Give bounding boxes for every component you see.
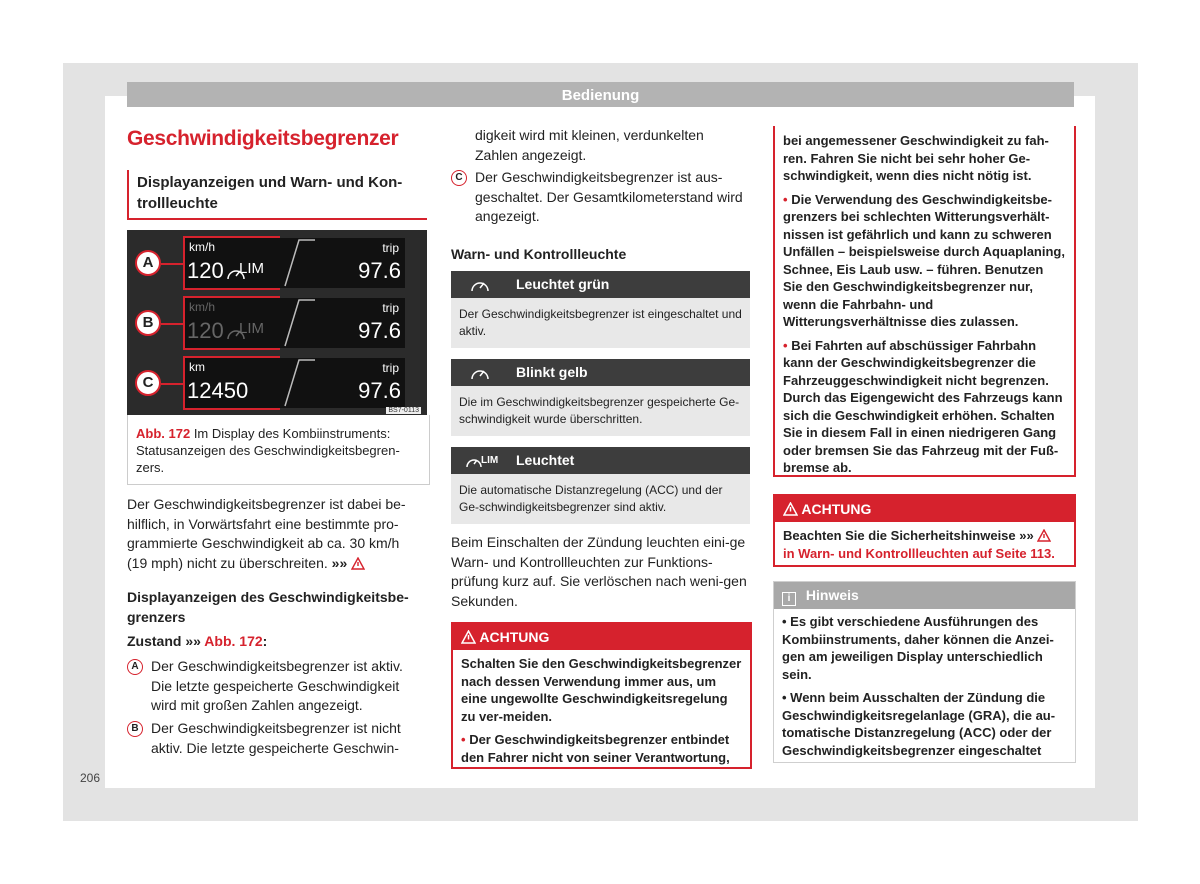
light-description: Die automatische Distanzregelung (ACC) und der Ge-schwindigkeitsbegrenzer sind aktiv. [451,474,750,524]
display-row-b [127,296,427,354]
warning-bullet: • Die Verwendung des Geschwindigkeitsbe-grenzers bei schlechten Witterungsverhält-nissen ist gefährlich und kann zu schweren Unfällen – beispielsweise durch Aquaplaning, Schnee, Eis Laub usw. – führen. Benutzen Sie den Geschwindigkeitsbegrenzer nur, wenn die Fahrbahn- und Witterungsverhältnisse dies zulassen. [783,191,1065,329]
warn-heading: Warn- und Kontrollleuchte [451,246,627,262]
ignition-paragraph: Beim Einschalten der Zündung leuchten eini-ge Warn- und Kontrollleuchten zur Funktions-prüfung kurz auf. Sie verlöschen nach weni-gen Sekunden. [451,534,747,609]
light-title: Leuchtet grün [516,276,610,292]
state-marker: »» [185,633,201,649]
warning-header [775,496,1074,522]
intro-paragraph [127,495,422,573]
speedometer-icon [225,264,247,282]
item-b-text: Der Geschwindigkeitsbegrenzer ist nicht aktiv. Die letzte gespeicherte Geschwin- [151,720,401,756]
label-b-marker: B [135,310,161,336]
item-c-marker: C [451,170,467,186]
note-bullet-text: Es gibt verschiedene Ausführungen des Kombiinstruments, daher können die Anzei-gen am jeweiligen Display unterschiedlich sein. [782,614,1054,682]
display-row-a [127,236,427,294]
list-item [127,657,422,716]
speed-panel [183,236,280,290]
warning-box [451,622,752,769]
warning-box-2 [773,494,1076,567]
unit-label: km/h [189,240,216,254]
light-description: Die im Geschwindigkeitsbegrenzer gespeicherte Ge-schwindigkeit wurde überschritten. [451,386,750,436]
speedometer-icon [469,364,491,382]
item-c-text: Der Geschwindigkeitsbegrenzer ist aus-geschaltet. Der Gesamtkilometerstand wird angezeigt. [475,169,743,224]
section-title: Displayanzeigen und Warn- und Kon- trollleuchte [127,170,427,220]
trip-label: trip [382,361,399,375]
warning-title: ACHTUNG [479,629,550,645]
warning-title: ACHTUNG [801,501,872,517]
intro-text: Der Geschwindigkeitsbegrenzer ist dabei be-hilflich, in Vorwärtsfahrt eine bestimmte pro-grammierte Geschwindigkeit ab ca. 30 km/h (19 mph) nicht zu überschreiten. [127,496,406,571]
odometer-panel [183,356,280,410]
warning-text: Beachten Sie die Sicherheitshinweise [783,528,1016,543]
warning-triangle-icon [783,502,798,516]
state-ref-link[interactable]: Abb. 172 [204,633,263,649]
decor-stroke [277,238,317,288]
speedometer-icon [225,324,247,342]
note-box [773,581,1076,763]
figure-caption [127,415,430,485]
chapter-header: Bedienung [127,82,1074,107]
warning-header [453,624,750,650]
connector-line [161,323,183,325]
light-title: Leuchtet [516,452,575,468]
note-bullet: • Es gibt verschiedene Ausführungen des Kombiinstruments, daher können die Anzei-gen am jeweiligen Display unterschiedlich sein. [782,614,1054,682]
light-title: Blinkt gelb [516,364,588,380]
list-item [451,168,746,227]
decor-stroke [277,358,317,408]
warning-marker: »» [1019,528,1034,543]
trip-value: 97.6 [358,378,401,403]
warning-bullet-text: Bei Fahrten auf abschüssiger Fahrbahn kann der Geschwindigkeitsbegrenzer die Fahrzeuggeschwindigkeit nicht begrenzen. Durch das Eigengewicht des Fahrzeugs kann sich die Geschwindigkeit erhöhen. Schalten Sie in diesem Fall in einen niedrigeren Gang oder bremsen Sie das Fahrzeug mit der Fuß-bremse ab. [783,337,1063,475]
warning-bullet-text: Der Geschwindigkeitsbegrenzer entbindet den Fahrer nicht von seiner Verantwortung, [461,732,730,765]
note-bullet: • Wenn beim Ausschalten der Zündung die Geschwindigkeitsregelanlage (GRA), die au-tomatische Distanzregelung (ACC) oder der Geschwindigkeitsbegrenzer eingeschaltet [782,690,1056,758]
item-a-text: Der Geschwindigkeitsbegrenzer ist aktiv. Die letzte gespeicherte Geschwindigkeit wird mit großen Zahlen angezeigt. [151,658,403,713]
continue-marker: »» [331,554,348,571]
state-label: Zustand [127,633,182,649]
label-a-marker: A [135,250,161,276]
trip-value: 97.6 [358,318,401,343]
continued-text: digkeit wird mit kleinen, verdunkelten Zahlen angezeigt. [475,127,704,163]
speed-value: 120 [187,258,224,283]
trip-panel [277,358,405,408]
decor-stroke [277,298,317,348]
info-icon: i [782,592,796,606]
display-figure [127,230,427,415]
speedometer-icon [469,276,491,294]
unit-label: km/h [189,300,216,314]
lim-indicator: LIM [239,260,265,277]
trip-label: trip [382,241,399,255]
subheading: Displayanzeigen des Geschwindigkeitsbe-grenzers [127,589,409,625]
note-title: Hinweis [805,587,859,603]
item-b-marker: B [127,721,143,737]
item-a-marker: A [127,659,143,675]
warning-triangle-icon [1037,529,1051,542]
warning-body [775,522,1074,567]
state-line: Zustand »» Abb. 172: [127,633,268,649]
page-number: 206 [80,771,101,785]
warning-triangle-icon [351,557,365,570]
trip-value: 97.6 [358,258,401,283]
warning-continued-text: bei angemessener Geschwindigkeit zu fah-ren. Fahren Sie nicht bei sehr hoher Ge-schwindigkeit, wenn dies nicht nötig ist. [783,133,1049,183]
figure-caption-label: Abb. 172 [136,426,191,441]
warning-bullet: • Bei Fahrten auf abschüssiger Fahrbahn kann der Geschwindigkeitsbegrenzer die Fahrzeuggeschwindigkeit nicht begrenzen. Durch das Eigengewicht des Fahrzeugs kann sich die Geschwindigkeit erhöhen. Schalten Sie in diesem Fall in einen niedrigeren Gang oder bremsen Sie das Fahrzeug mit der Fuß-bremse ab. [783,337,1063,475]
warning-ref-link[interactable]: in Warn- und Kontrollleuchten auf Seite 113. [783,545,1055,561]
warning-bullet: • Der Geschwindigkeitsbegrenzer entbindet den Fahrer nicht von seiner Verantwortung, [461,732,730,765]
display-row-c [127,356,427,414]
unit-label: km [189,360,205,374]
connector-line [161,383,183,385]
note-body [774,609,1075,763]
lim-indicator: LIM [239,320,265,337]
trip-panel [277,238,405,288]
light-bar-green [451,271,750,298]
note-bullet-text: Wenn beim Ausschalten der Zündung die Geschwindigkeitsregelanlage (GRA), die au-tomatische Distanzregelung (ACC) oder der Geschwindigkeitsbegrenzer eingeschaltet [782,690,1056,758]
warning-para: Schalten Sie den Geschwindigkeitsbegrenzer nach dessen Verwendung immer aus, um eine ungewollte Geschwindigkeitsregelung zu ver-meiden. [461,656,742,724]
speed-panel [183,296,280,350]
warning-body [453,650,750,771]
label-c-marker: C [135,370,161,396]
page-title: Geschwindigkeitsbegrenzer [127,127,399,150]
trip-label: trip [382,301,399,315]
lim-text: LIM [481,455,499,466]
light-bar-yellow [451,359,750,386]
speed-value: 120 [187,318,224,343]
list-item [127,719,422,758]
note-header [774,582,1075,609]
figure-code: BS7-0113 [388,407,419,414]
light-description: Der Geschwindigkeitsbegrenzer ist eingeschaltet und aktiv. [451,298,750,348]
figure-caption-text: Im Display des Kombiinstruments: Statusanzeigen des Geschwindigkeitsbegren-zers. [136,426,400,475]
warning-bullet-text: Die Verwendung des Geschwindigkeitsbe-grenzers bei schlechten Witterungsverhält-nissen ist gefährlich und kann zu schweren Unfällen – beispielsweise durch Aquaplaning, Schnee, Eis Laub usw. – führen. Benutzen Sie den Geschwindigkeitsbegrenzer nur, wenn die Fahrbahn- und Witterungsverhältnisse dies zulassen. [783,191,1065,329]
light-bar-acc [451,447,750,474]
warning-triangle-icon [461,630,476,644]
warning-body [775,126,1074,482]
odometer-value: 12450 [187,378,249,403]
trip-panel [277,298,405,348]
warning-box-continued [773,126,1076,477]
connector-line [161,263,183,265]
